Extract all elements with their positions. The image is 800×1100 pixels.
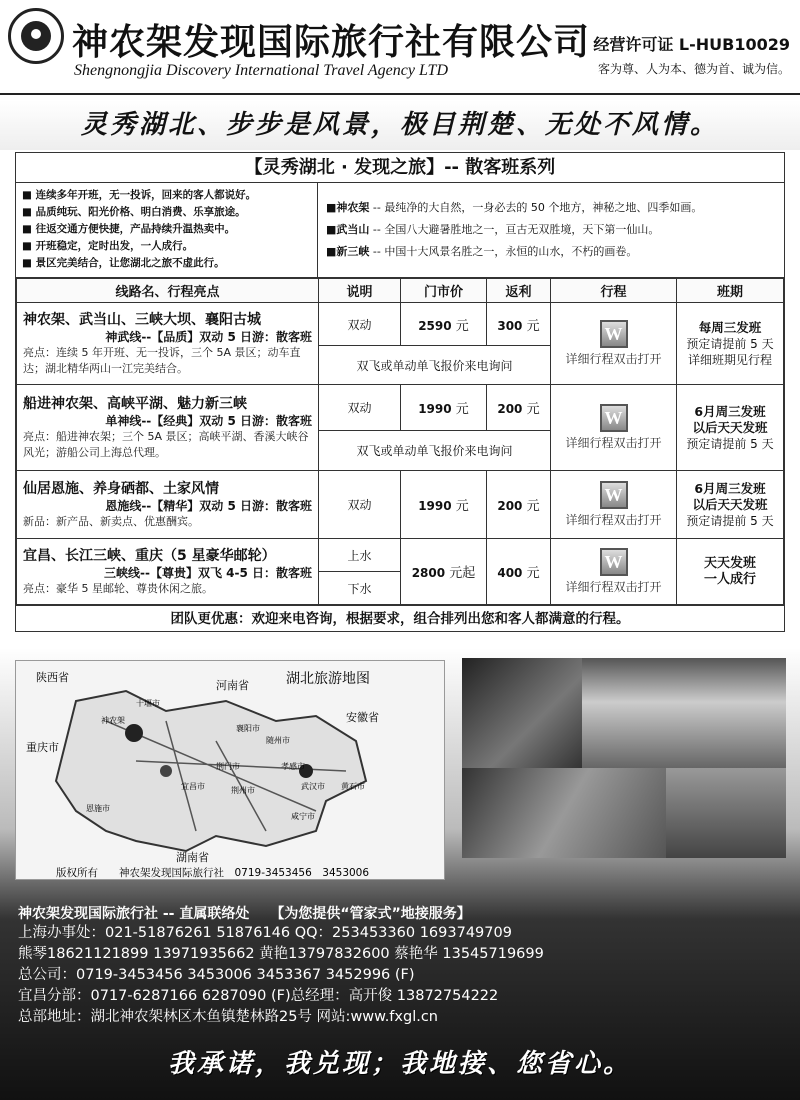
col-price: 门市价 xyxy=(401,279,487,303)
map-city: 襄阳市 xyxy=(236,724,260,733)
map-province: 重庆市 xyxy=(26,741,59,754)
itinerary-cell[interactable]: W 详细行程双击打开 xyxy=(551,471,677,539)
note-cell: 双动 xyxy=(319,303,401,346)
itinerary-cell[interactable]: W 详细行程双击打开 xyxy=(551,303,677,385)
top-slogan: 灵秀湖北、步步是风景，极目荆楚、无处不风情。 xyxy=(0,100,800,150)
company-name-en: Shengnongjia Discovery International Travel Agency LTD xyxy=(74,62,448,79)
extra-note: 双飞或单动单飞报价来电询问 xyxy=(319,346,551,385)
feature-item: ■ 连续多年开班，无一投诉，回来的客人都说好。 xyxy=(22,189,257,201)
table-row xyxy=(17,385,784,431)
col-route: 线路名、行程亮点 xyxy=(17,279,319,303)
route-cell: 神农架、武当山、三峡大坝、襄阳古城 神武线--【品质】双动 5 日游：散客班 亮点：连续 5 年开班、无一投诉，三个 5A 景区；动车直达；湖北精华两山一江完美结合。 xyxy=(17,303,319,385)
destination-item: ■新三峡 -- 中国十大风景名胜之一，永恒的山水，不朽的画卷。 xyxy=(326,245,638,258)
col-note: 说明 xyxy=(319,279,401,303)
map-province: 湖南省 xyxy=(176,851,209,864)
map-city: 荆州市 xyxy=(231,786,255,795)
map-city: 武汉市 xyxy=(301,782,325,791)
word-document-icon[interactable]: W xyxy=(600,548,628,576)
team-offer: 团队更优惠：欢迎来电咨询，根据要求，组合排列出您和客人都满意的行程。 xyxy=(16,605,784,631)
map-city: 十堰市 xyxy=(136,699,160,708)
destination-item: ■神农架 -- 最纯净的大自然，一身必去的 50 个地方，神秘之地、四季如画。 xyxy=(326,201,703,214)
routes-table xyxy=(16,278,784,605)
table-row xyxy=(17,471,784,539)
company-logo xyxy=(8,8,64,64)
table-row xyxy=(17,303,784,346)
word-document-icon[interactable]: W xyxy=(600,320,628,348)
word-document-icon[interactable]: W xyxy=(600,404,628,432)
price-cell: 2800 元起 xyxy=(401,539,487,605)
rebate-cell: 200 元 xyxy=(487,385,551,431)
map-city: 荆门市 xyxy=(216,762,240,771)
feature-item: ■ 开班稳定，定时出发，一人成行。 xyxy=(22,240,194,252)
scenery-photos xyxy=(462,658,786,858)
col-itinerary: 行程 xyxy=(551,279,677,303)
contact-line: 总部地址：湖北神农架林区木鱼镇楚林路25号 网站:www.fxgl.cn xyxy=(18,1009,438,1025)
rebate-cell: 300 元 xyxy=(487,303,551,346)
feature-item: ■ 品质纯玩、阳光价格、明白消费、乐享旅途。 xyxy=(22,206,246,218)
table-header-row xyxy=(17,279,784,303)
map-city: 随州市 xyxy=(266,736,290,745)
table-title: 【灵秀湖北 · 发现之旅】-- 散客班系列 xyxy=(16,153,784,183)
map-province: 陕西省 xyxy=(36,671,69,684)
contact-info xyxy=(18,903,718,1028)
schedule-cell: 每周三发班 预定请提前 5 天 详细班期见行程 xyxy=(677,303,784,385)
map-title: 湖北旅游地图 xyxy=(286,671,370,687)
map-footer: 版权所有 神农架发现国际旅行社 0719-3453456 3453006 xyxy=(56,867,370,879)
map-city: 神农架 xyxy=(101,716,125,725)
route-cell: 宜昌、长江三峡、重庆（5 星豪华邮轮） 三峡线--【尊贵】双飞 4-5 日：散客班 亮点：豪华 5 星邮轮、尊贵休闲之旅。 xyxy=(17,539,319,605)
photo-shennongjia xyxy=(462,658,582,768)
bottom-section xyxy=(0,648,800,1100)
map-graphic xyxy=(16,661,445,880)
itinerary-cell[interactable]: W 详细行程双击打开 xyxy=(551,539,677,605)
map-city: 黄石市 xyxy=(341,782,365,791)
price-cell: 1990 元 xyxy=(401,385,487,431)
destination-item: ■武当山 -- 全国八大避暑胜地之一，亘古无双胜境，天下第一仙山。 xyxy=(326,223,660,236)
intro-section xyxy=(16,183,784,278)
contact-heading: 神农架发现国际旅行社 -- 直属联络处 【为您提供“管家式”地接服务】 xyxy=(18,906,471,922)
company-name-cn: 神农架发现国际旅行社有限公司 xyxy=(72,21,591,63)
contact-line: 总公司：0719-3453456 3453006 3453367 3452996 (F) xyxy=(18,967,415,983)
intro-features xyxy=(16,183,318,277)
route-cell: 船进神农架、高峡平湖、魅力新三峡 单神线--【经典】双动 5 日游：散客班 亮点：船进神农架；三个 5A 景区；高峡平湖、香溪大峡谷风光；游船公司上海总代理。 xyxy=(17,385,319,471)
rebate-cell: 200 元 xyxy=(487,471,551,539)
contact-line: 上海办事处：021-51876261 51876146 QQ：253453360 1693749709 xyxy=(18,925,512,941)
tour-table xyxy=(15,152,785,632)
hubei-map xyxy=(15,660,445,880)
schedule-cell: 6月周三发班 以后天天发班 预定请提前 5 天 xyxy=(677,471,784,539)
note-cell-up: 上水 xyxy=(319,539,401,572)
extra-note: 双飞或单动单飞报价来电询问 xyxy=(319,431,551,471)
rebate-cell: 400 元 xyxy=(487,539,551,605)
photo-temple xyxy=(666,768,786,858)
price-cell: 2590 元 xyxy=(401,303,487,346)
col-rebate: 返利 xyxy=(487,279,551,303)
header xyxy=(0,0,800,95)
map-province: 安徽省 xyxy=(346,711,379,724)
schedule-cell: 6月周三发班 以后天天发班 预定请提前 5 天 xyxy=(677,385,784,471)
note-cell: 双动 xyxy=(319,385,401,431)
feature-item: ■ 景区完美结合，让您湖北之旅不虚此行。 xyxy=(22,257,225,269)
intro-destinations xyxy=(318,183,784,277)
map-city: 恩施市 xyxy=(86,804,110,813)
route-cell: 仙居恩施、养身硒都、土家风情 恩施线--【精华】双动 5 日游：散客班 新品：新产品、新卖点、优惠酬宾。 xyxy=(17,471,319,539)
col-schedule: 班期 xyxy=(677,279,784,303)
map-city: 咸宁市 xyxy=(291,812,315,821)
note-cell: 双动 xyxy=(319,471,401,539)
itinerary-cell[interactable]: W 详细行程双击打开 xyxy=(551,385,677,471)
contact-line: 宜昌分部：0717-6287166 6287090 (F)总经理：高开俊 13872754222 xyxy=(18,988,499,1004)
company-motto: 客为尊、人为本、德为首、诚为信。 xyxy=(597,62,790,76)
note-cell-down: 下水 xyxy=(319,572,401,605)
table-row xyxy=(17,539,784,572)
contact-line: 熊琴18621121899 13971935662 黄艳13797832600 蔡艳华 13545719699 xyxy=(18,946,544,962)
price-cell: 1990 元 xyxy=(401,471,487,539)
map-city: 宜昌市 xyxy=(181,782,205,791)
word-document-icon[interactable]: W xyxy=(600,481,628,509)
feature-item: ■ 往返交通方便快捷，产品持续升温热卖中。 xyxy=(22,223,236,235)
bottom-slogan: 我承诺，我兑现；我地接、您省心。 xyxy=(167,1049,632,1079)
photo-three-gorges xyxy=(462,768,666,858)
map-city: 孝感市 xyxy=(281,762,305,771)
schedule-cell: 天天发班 一人成行 xyxy=(677,539,784,605)
photo-mountains xyxy=(582,658,786,768)
map-province: 河南省 xyxy=(216,679,249,692)
license-number: 经营许可证 L-HUB10029 xyxy=(593,35,790,54)
